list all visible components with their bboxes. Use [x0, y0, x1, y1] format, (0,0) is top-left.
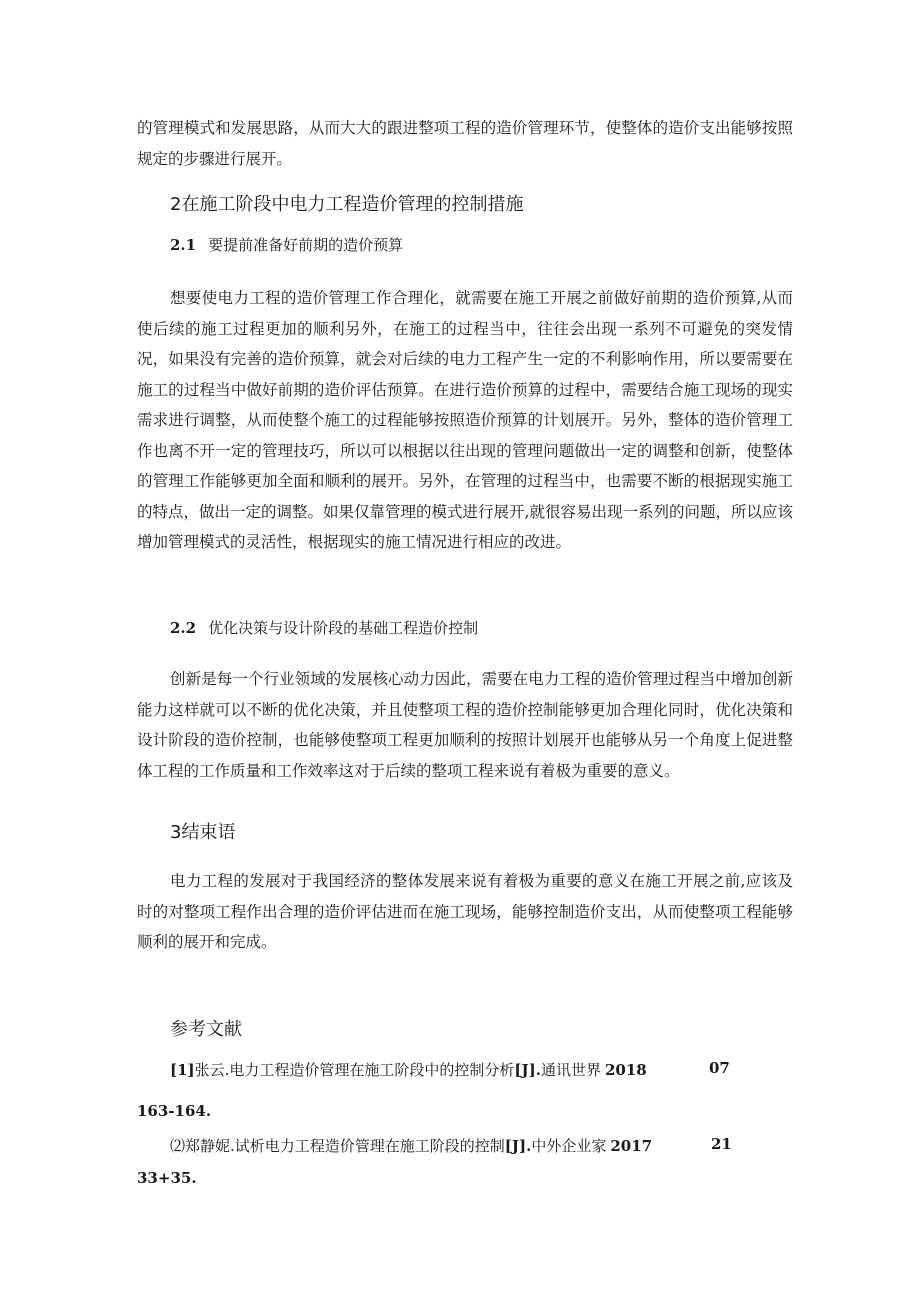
reference-2-line-1 [170, 1135, 652, 1156]
reference-2-issue: 21 [711, 1135, 732, 1153]
section-3-body: 电力工程的发展对于我国经济的整体发展来说有着极为重要的意义在施工开展之前,应该及时的对整项工程作出合理的造价评估进而在施工现场，能够控制造价支出，从而使整项工程能够顺利的展开和完成。 [137, 872, 793, 951]
reference-year: 2018 [604, 1061, 647, 1079]
intro-continuation: 的管理模式和发展思路，从而大大的跟进整项工程的造价管理环节，使整体的造价支出能够按照规定的步骤进行展开。 [137, 119, 793, 168]
reference-2-pages: 33+35. [137, 1169, 197, 1187]
subsection-2-2-heading [170, 617, 478, 638]
reference-1-line-1 [170, 1059, 647, 1080]
references-heading: 参考文献 [170, 1019, 242, 1040]
subsection-2-1-body: 想要使电力工程的造价管理工作合理化，就需要在施工开展之前做好前期的造价预算,从而使后续的施工过程更加的顺利另外，在施工的过程当中，往往会出现一系列不可避免的突发情况，如果没有完善的造价预算，就会对后续的电力工程产生一定的不利影响作用，所以要需要在施工的过程当中做好前期的造价评估预算。在进行造价预算的过程中，需要结合施工现场的现实需求进行调整，从而使整个施工的过程能够按照造价预算的计划展开。另外，整体的造价管理工作也离不开一定的管理技巧，所以可以根据以往出现的管理问题做出一定的调整和创新，使整体的管理工作能够更加全面和顺利的展开。另外，在管理的过程当中，也需要不断的根据现实施工的特点，做出一定的调整。如果仅靠管理的模式进行展开,就很容易出现一系列的问题，所以应该增加管理模式的灵活性，根据现实的施工情况进行相应的改进。 [137, 289, 793, 551]
reference-1-pages: 163-164. [137, 1102, 212, 1120]
subsection-number: 2.1 [170, 236, 197, 254]
subsection-2-2-body: 创新是每一个行业领域的发展核心动力因此，需要在电力工程的造价管理过程当中增加创新能力这样就可以不断的优化决策，并且使整项工程的造价控制能够更加合理化同时，优化决策和设计阶段的造价控制，也能够使整项工程更加顺利的按照计划展开也能够从另一个角度上促进整体工程的工作质量和工作效率这对于后续的整项工程来说有着极为重要的意义。 [137, 670, 793, 780]
reference-text: 张云.电力工程造价管理在施工阶段中的控制分析 [194, 1061, 515, 1079]
reference-marker: ⑵ [170, 1137, 186, 1155]
reference-year: 2017 [610, 1137, 653, 1155]
subsection-number: 2.2 [170, 619, 197, 637]
subsection-2-1-heading [170, 234, 403, 255]
subsection-title: 要提前准备好前期的造价预算 [208, 236, 404, 254]
subsection-title: 优化决策与设计阶段的基础工程造价控制 [208, 619, 479, 637]
reference-1-issue: 07 [709, 1059, 730, 1077]
section-2-heading: 2在施工阶段中电力工程造价管理的控制措施 [170, 194, 524, 215]
reference-journal: 通讯世界 [540, 1061, 601, 1079]
section-3-heading: 3结束语 [170, 822, 236, 843]
reference-text: 郑静妮.试析电力工程造价管理在施工阶段的控制 [185, 1137, 505, 1155]
reference-marker: [1] [170, 1061, 195, 1079]
reference-type: [J]. [514, 1061, 541, 1079]
reference-journal: 中外企业家 [531, 1137, 607, 1155]
reference-type: [J]. [504, 1137, 532, 1155]
